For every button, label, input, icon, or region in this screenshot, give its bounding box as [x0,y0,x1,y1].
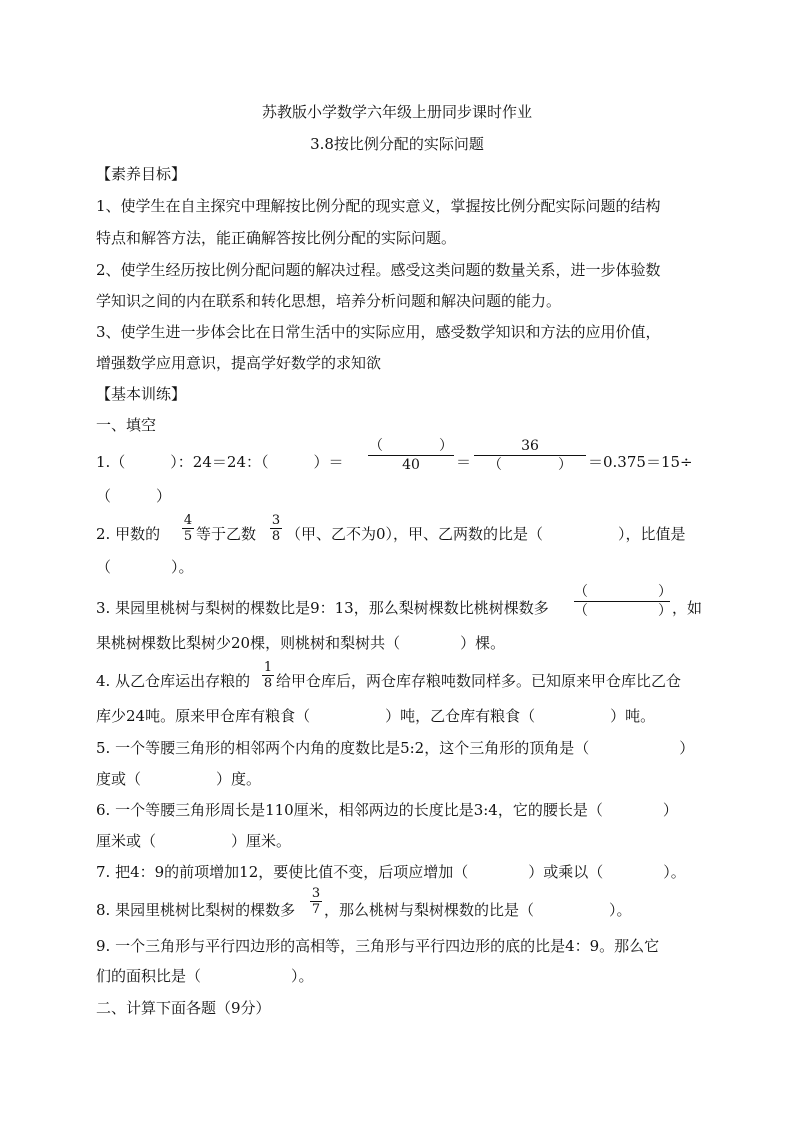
goal-3-line-2: 增强数学应用意识，提高学好数学的求知欲 [96,354,382,372]
q1-text-tail: ＝0.375＝15÷ [588,453,693,471]
q4-text-start: 4. 从乙仓库运出存粮的 [96,672,251,690]
basic-training-heading: 【基本训练】 [96,385,187,403]
goal-1-line-2: 特点和解答方法，能正确解答按比例分配的实际问题。 [96,229,457,247]
q6-text-line-2: 厘米或（ ）厘米。 [96,832,292,850]
q8-fraction-numerator: 3 [311,886,321,901]
q5-text-line-1: 5. 一个等腰三角形的相邻两个内角的度数比是5:2，这个三角形的顶角是（ ） [96,739,695,757]
q1-text-start: 1.（ ）：24＝24：（ ）＝ [96,453,344,471]
q2-fraction-2-denominator: 8 [271,529,281,544]
q3-fraction [574,584,670,619]
q2-text-tail: （甲、乙不为0），甲、乙两数的比是（ ），比值是 [286,525,686,543]
fraction-bar [368,455,454,456]
section-1-title: 一、填空 [96,416,157,434]
goal-1-line-1: 1、使学生在自主探究中理解按比例分配的现实意义，掌握按比例分配实际问题的结构 [96,197,661,215]
q4-fraction-numerator: 1 [263,660,273,675]
q2-text-line-2: （ ）。 [96,558,194,576]
q2-text-mid: 等于乙数 [196,525,257,543]
q5-text-line-2: 度或（ ）度。 [96,770,262,788]
fraction-bar [474,455,586,456]
q2-fraction-3-8 [270,513,282,544]
q1-fraction-1-denominator: 40 [402,457,420,473]
q2-fraction-1-numerator: 4 [183,513,193,528]
q3-fraction-denominator: （ ） [574,603,672,619]
q8-text-tail: ，那么桃树与梨树棵数的比是（ ）。 [324,901,632,919]
goal-2-line-1: 2、使学生经历按比例分配问题的解决过程。感受这类问题的数量关系，进一步体验数 [96,261,661,279]
q3-text-tail: ，如 [672,599,703,617]
q1-equals: ＝ [456,453,472,471]
q4-text-tail: 给甲仓库后，两仓库存粮吨数同样多。已知原来甲仓库比乙仓 [276,672,682,690]
q1-fraction-2 [474,438,586,473]
q3-text-line-2: 果桃树棵数比梨树少20棵，则桃树和梨树共（ ）棵。 [96,634,506,652]
goal-3-line-1: 3、使学生进一步体会比在日常生活中的实际应用，感受数学知识和方法的应用价值， [96,323,661,341]
document-subtitle: 3.8按比例分配的实际问题 [310,135,484,153]
q9-text-line-2: 们的面积比是（ ）。 [96,967,314,985]
fraction-bar [574,601,670,602]
section-2-title: 二、计算下面各题（9分） [96,999,271,1017]
q1-fraction-2-numerator: 36 [521,438,539,454]
q4-text-line-2: 库少24吨。原来甲仓库有粮食（ ）吨，乙仓库有粮食（ ）吨。 [96,707,656,725]
q7-text: 7. 把4：9的前项增加12，要使比值不变，后项应增加（ ）或乘以（ ）。 [96,863,686,881]
q3-text-start: 3. 果园里桃树与梨树的棵数比是9：13，那么梨树棵数比桃树棵数多 [96,599,549,617]
q2-fraction-4-5 [182,513,194,544]
q2-text-start: 2. 甲数的 [96,525,161,543]
q2-fraction-2-numerator: 3 [271,513,281,528]
document-title: 苏教版小学数学六年级上册同步课时作业 [261,103,532,121]
q9-text-line-1: 9. 一个三角形与平行四边形的高相等，三角形与平行四边形的底的比是4：9。那么它 [96,937,660,955]
q1-fraction-1-numerator: （ ） [369,438,453,454]
q1-fraction-2-denominator: （ ） [488,457,572,473]
goal-2-line-2: 学知识之间的内在联系和转化思想，培养分析问题和解决问题的能力。 [96,292,562,310]
q1-text-line-2: （ ） [96,487,172,505]
goals-heading: 【素养目标】 [96,165,187,183]
q8-fraction-3-7 [310,886,322,917]
q8-fraction-denominator: 7 [311,902,321,917]
q1-fraction-1 [368,438,454,473]
q4-fraction-denominator: 8 [263,676,273,691]
q8-text-start: 8. 果园里桃树比梨树的棵数多 [96,901,296,919]
q4-fraction-1-8 [262,660,274,691]
q3-fraction-numerator: （ ） [574,584,672,600]
q6-text-line-1: 6. 一个等腰三角形周长是110厘米，相邻两边的长度比是3:4，它的腰长是（ ） [96,801,678,819]
q2-fraction-1-denominator: 5 [183,529,193,544]
